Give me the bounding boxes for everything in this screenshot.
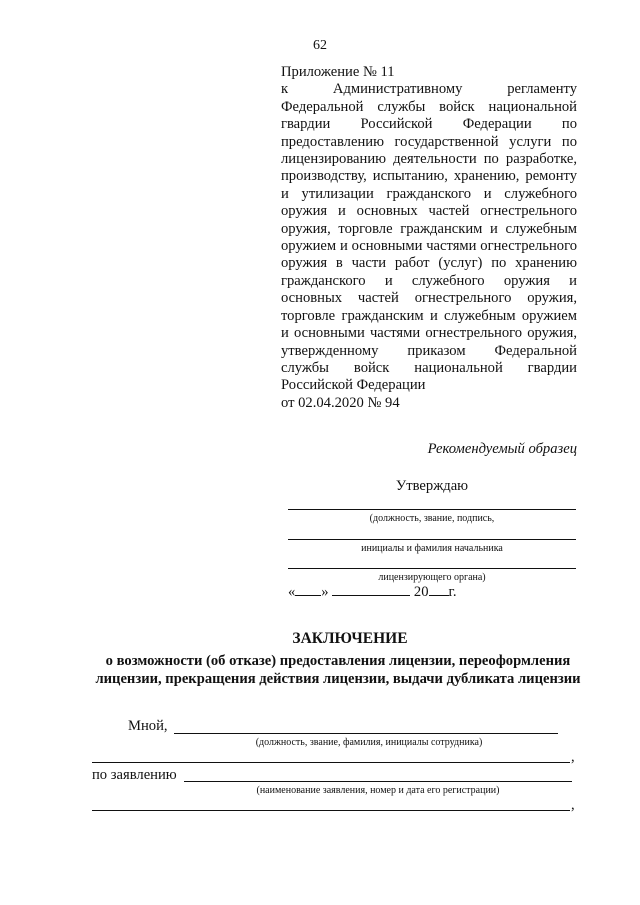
page-number: 62 — [313, 38, 327, 53]
appendix-date-line: от 02.04.2020 № 94 — [281, 394, 400, 411]
document-title: ЗАКЛЮЧЕНИЕ — [292, 630, 408, 647]
approval-caption-2: инициалы и фамилия начальника — [361, 543, 503, 554]
approval-line-1[interactable] — [288, 509, 576, 510]
approval-caption-1: (должность, звание, подпись, — [369, 513, 495, 524]
by-me-label: Мной, — [128, 718, 168, 734]
appendix-block — [281, 64, 577, 412]
by-me-line[interactable] — [174, 733, 558, 734]
by-me-continuation-line[interactable] — [92, 762, 570, 763]
month-blank[interactable] — [332, 583, 410, 596]
approval-caption-3: лицензирующего органа) — [378, 572, 486, 583]
appendix-text: к Административному регламенту Федеральной службы войск национальной гвардии Российской Федерации по предоставлению государственной услуги по лицензированию деятельности по разработке, производству, испытанию, хранению, ремонту и утилизации гражданского и служебного оружия и основных частей огнестрельного оружия, торговле гражданским и служебным оружием и основными частями огнестрельного оружия в части работ (услуг) по хранению гражданского и служебного оружия и основных частей огнестрельного оружия, торговле гражданским и служебным оружием и основными частями огнестрельного оружия, утвержденному приказом Федеральной службы войск национальной гвардии Российской Федерации — [281, 81, 577, 394]
approval-heading: Утверждаю — [395, 478, 469, 494]
year-suffix: г. — [448, 584, 457, 600]
appendix-heading: Приложение № 11 — [281, 64, 395, 80]
document-subtitle: о возможности (об отказе) предоставления лицензии, переоформления лицензии, прекращения действия лицензии, выдачи дубликата лицензии — [95, 653, 581, 687]
date-close-quote: » — [321, 584, 329, 600]
application-comma: , — [571, 797, 575, 813]
application-caption: (наименование заявления, номер и дата его регистрации) — [256, 785, 500, 796]
approval-date-line — [288, 583, 578, 601]
application-continuation-line[interactable] — [92, 810, 570, 811]
date-open-quote: « — [288, 584, 296, 600]
year-blank[interactable] — [429, 583, 449, 596]
application-line[interactable] — [184, 781, 572, 782]
day-blank[interactable] — [295, 583, 321, 596]
by-me-caption: (должность, звание, фамилия, инициалы сотрудника) — [255, 737, 483, 748]
approval-line-2[interactable] — [288, 539, 576, 540]
by-me-comma: , — [571, 749, 575, 765]
application-label: по заявлению — [92, 767, 177, 783]
recommended-sample: Рекомендуемый образец — [427, 441, 577, 457]
approval-line-3[interactable] — [288, 568, 576, 569]
year-prefix: 20 — [413, 584, 429, 600]
